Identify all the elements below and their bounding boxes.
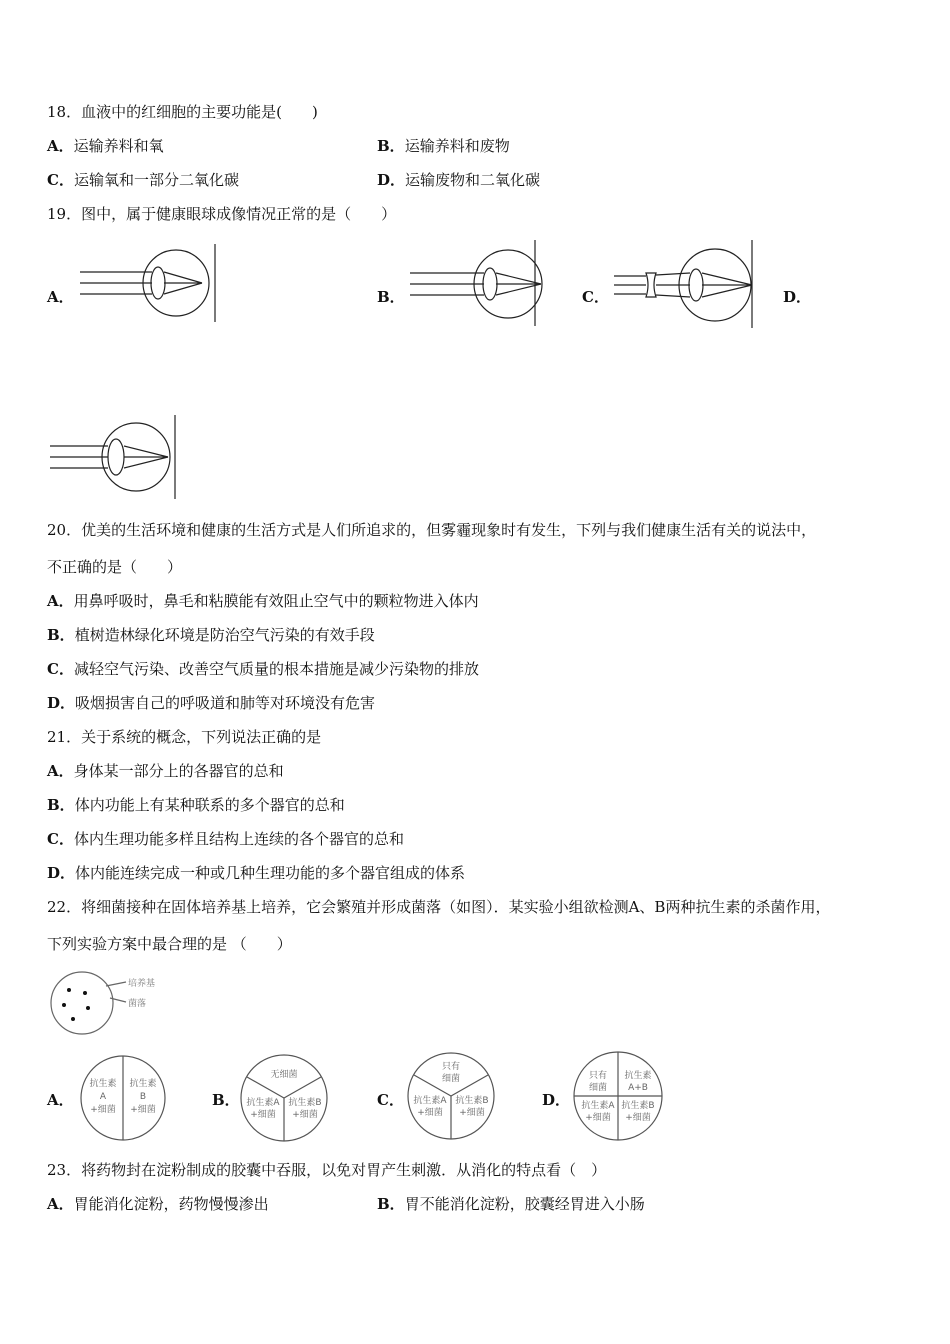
option-letter: B．	[377, 1195, 405, 1213]
option-text: 身体某一部分上的各器官的总和	[73, 762, 284, 780]
colony-label: 菌落	[128, 999, 147, 1009]
option-letter: D．	[47, 694, 76, 712]
q22-option-d[interactable]	[542, 1091, 570, 1109]
dish-a-right-line1: 抗生素	[129, 1079, 157, 1089]
q23-option-b[interactable]	[377, 1195, 645, 1213]
option-letter: D．	[377, 171, 406, 189]
option-letter: A．	[47, 1091, 74, 1109]
dish-c-top-line2: 细菌	[441, 1074, 461, 1084]
option-letter: C．	[47, 171, 74, 189]
dish-b-right-line2: +细菌	[292, 1110, 318, 1120]
dish-c-right-line1: 抗生素B	[455, 1096, 489, 1106]
option-letter: D．	[542, 1091, 571, 1109]
dish-a-right-mid: B	[139, 1092, 147, 1102]
dish-a-left-line3: +细菌	[90, 1105, 116, 1115]
dish-b-top: 无细菌	[270, 1070, 298, 1080]
option-letter: A．	[47, 762, 74, 780]
dish-a-left-mid: A	[99, 1092, 107, 1102]
option-text: 运输养料和氧	[73, 137, 164, 155]
option-text: 体内生理功能多样且结构上连续的各个器官的总和	[73, 830, 404, 848]
option-letter: C．	[582, 288, 609, 306]
dish-b-left-line1: 抗生素A	[246, 1098, 280, 1108]
option-letter: B．	[212, 1091, 240, 1109]
q18-stem: 18．血液中的红细胞的主要功能是( )	[47, 103, 318, 121]
q22-option-c[interactable]	[377, 1091, 404, 1109]
option-text: 运输养料和废物	[404, 137, 510, 155]
option-letter: C．	[47, 660, 74, 678]
eye-diagram-d	[48, 413, 183, 501]
q21-option-d[interactable]	[47, 864, 465, 882]
dish-b-right-line1: 抗生素B	[288, 1098, 322, 1108]
dish-d-bl-line1: 抗生素A	[581, 1101, 615, 1111]
option-text: 胃能消化淀粉，药物慢慢渗出	[73, 1195, 269, 1213]
q19-option-b[interactable]	[377, 288, 405, 306]
option-text: 运输废物和二氧化碳	[405, 171, 541, 189]
q18-option-d[interactable]	[377, 171, 540, 189]
q21-stem: 21．关于系统的概念，下列说法正确的是	[47, 728, 322, 746]
option-letter: C．	[47, 830, 74, 848]
medium-label: 培养基	[128, 979, 156, 989]
option-letter: A．	[47, 1195, 74, 1213]
q22-stem-line1: 22．将细菌接种在固体培养基上培养，它会繁殖并形成菌落（如图）．某实验小组欲检测A、B两种抗生素的杀菌作用，	[47, 898, 831, 916]
dish-c	[405, 1051, 497, 1141]
dish-a-left-line1: 抗生素	[89, 1079, 117, 1089]
option-letter: B．	[47, 626, 75, 644]
dish-d-br-line2: +细菌	[625, 1113, 651, 1123]
q21-option-a[interactable]	[47, 762, 284, 780]
q20-stem-line2: 不正确的是（ ）	[47, 558, 183, 576]
option-text: 胃不能消化淀粉，胶囊经胃进入小肠	[404, 1195, 645, 1213]
q18-option-c[interactable]	[47, 171, 239, 189]
eye-diagram-a	[78, 242, 223, 324]
option-letter: B．	[377, 137, 405, 155]
dish-c-left-line1: 抗生素A	[413, 1096, 447, 1106]
option-letter: A．	[47, 592, 74, 610]
option-letter: B．	[47, 796, 75, 814]
option-text: 运输氧和一部分二氧化碳	[73, 171, 239, 189]
dish-c-top-line1: 只有	[441, 1062, 461, 1072]
option-text: 体内能连续完成一种或几种生理功能的多个器官组成的体系	[75, 864, 466, 882]
q18-option-b[interactable]	[377, 137, 510, 155]
q19-option-d[interactable]	[783, 288, 811, 306]
dish-b	[238, 1053, 330, 1143]
option-text: 体内功能上有某种联系的多个器官的总和	[74, 796, 345, 814]
dish-d-tl-line1: 只有	[588, 1071, 608, 1081]
option-text: 用鼻呼吸时，鼻毛和粘膜能有效阻止空气中的颗粒物进入体内	[73, 592, 479, 610]
q22-option-a[interactable]	[47, 1091, 74, 1109]
option-letter: A．	[47, 137, 74, 155]
option-letter: D．	[47, 864, 76, 882]
q19-stem: 19．图中，属于健康眼球成像情况正常的是（ ）	[47, 205, 397, 223]
dish-a	[78, 1054, 168, 1142]
q21-option-b[interactable]	[47, 796, 345, 814]
q22-option-b[interactable]	[212, 1091, 240, 1109]
dish-c-right-line2: +细菌	[459, 1108, 485, 1118]
q20-option-b[interactable]	[47, 626, 375, 644]
option-letter: D．	[783, 288, 812, 306]
dish-c-left-line2: +细菌	[417, 1108, 443, 1118]
dish-d-tr-line2: A+B	[628, 1083, 648, 1093]
option-letter: A．	[47, 288, 74, 306]
q20-option-a[interactable]	[47, 592, 479, 610]
option-letter: C．	[377, 1091, 404, 1109]
q19-option-c[interactable]	[582, 288, 609, 306]
dish-d-tl-line2: 细菌	[588, 1083, 608, 1093]
eye-diagram-b	[408, 238, 558, 328]
q22-stem-line2: 下列实验方案中最合理的是 （ ）	[47, 935, 292, 953]
option-text: 吸烟损害自己的呼吸道和肺等对环境没有危害	[75, 694, 376, 712]
q23-option-a[interactable]	[47, 1195, 269, 1213]
dish-d-tr-line1: 抗生素	[624, 1071, 652, 1081]
option-letter: B．	[377, 288, 405, 306]
q20-option-c[interactable]	[47, 660, 479, 678]
q20-stem-line1: 20．优美的生活环境和健康的生活方式是人们所追求的，但雾霾现象时有发生，下列与我们健康生活有关的说法中，	[47, 521, 817, 539]
q23-stem: 23．将药物封在淀粉制成的胶囊中吞服，以免对胃产生刺激．从消化的特点看（ ）	[47, 1161, 607, 1179]
q19-option-a[interactable]	[47, 288, 74, 306]
eye-diagram-c	[612, 238, 762, 330]
q21-option-c[interactable]	[47, 830, 404, 848]
option-text: 减轻空气污染、改善空气质量的根本措施是减少污染物的排放	[73, 660, 479, 678]
dish-d	[572, 1050, 664, 1142]
q20-option-d[interactable]	[47, 694, 375, 712]
q18-option-a[interactable]	[47, 137, 164, 155]
dish-d-br-line1: 抗生素B	[621, 1101, 655, 1111]
dish-d-bl-line2: +细菌	[585, 1113, 611, 1123]
option-text: 植树造林绿化环境是防治空气污染的有效手段	[74, 626, 375, 644]
dish-a-right-line3: +细菌	[130, 1105, 156, 1115]
petri-dish-colony-figure	[46, 968, 181, 1038]
dish-b-left-line2: +细菌	[250, 1110, 276, 1120]
